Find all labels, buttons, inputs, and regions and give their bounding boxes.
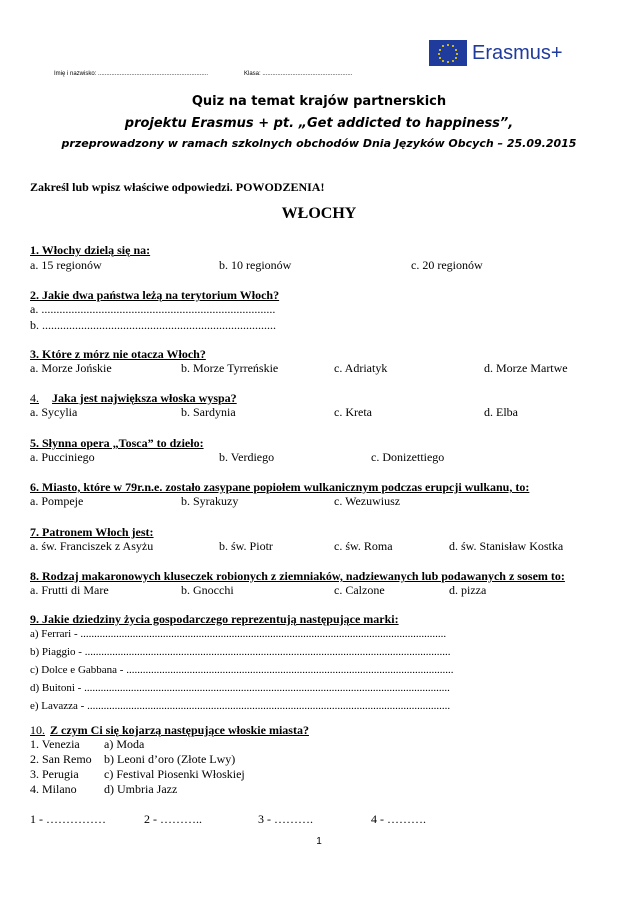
question-4-number: 4. — [30, 391, 39, 405]
question-9: 9. Jakie dziedziny życia gospodarczego reprezentują następujące marki: — [30, 612, 399, 626]
answer-8c[interactable]: c. Calzone — [334, 583, 385, 597]
city-item: 3. Perugia — [30, 767, 79, 781]
association-item: a) Moda — [104, 737, 145, 751]
page-title: Quiz na temat krajów partnerskich — [191, 94, 447, 109]
name-field-label: Imię i nazwisko: .................................................................. — [54, 71, 209, 77]
city-item: 1. Venezia — [30, 737, 80, 751]
answer-1a[interactable]: a. 15 regionów — [30, 258, 102, 272]
match-blank-3[interactable]: 3 - ………. — [258, 812, 313, 826]
answer-9b-blank[interactable]: b) Piaggio - ..................................................................................................................................... — [30, 646, 451, 658]
association-item: d) Umbria Jazz — [104, 782, 178, 796]
answer-4a[interactable]: a. Sycylia — [30, 405, 78, 419]
answer-8b[interactable]: b. Gnocchi — [181, 583, 234, 597]
answer-7b[interactable]: b. św. Piotr — [219, 539, 273, 553]
question-7: 7. Patronem Włoch jest: — [30, 525, 154, 539]
answer-5b[interactable]: b. Verdiego — [219, 450, 275, 464]
answer-7c[interactable]: c. św. Roma — [334, 539, 393, 553]
answer-3a[interactable]: a. Morze Jońskie — [30, 361, 112, 375]
question-10: Z czym Ci się kojarzą następujące włoskie miasta? — [50, 723, 309, 737]
answer-8d[interactable]: d. pizza — [449, 583, 487, 597]
page-number: 1 — [316, 836, 322, 847]
answer-9e-blank[interactable]: e) Lavazza - .................................................................................................................................... — [30, 700, 451, 712]
answer-3c[interactable]: c. Adriatyk — [334, 361, 388, 375]
match-blank-2[interactable]: 2 - ……….. — [144, 812, 202, 826]
instruction: Zakreśl lub wpisz właściwe odpowiedzi. POWODZENIA! — [30, 180, 325, 194]
answer-1b[interactable]: b. 10 regionów — [219, 258, 292, 272]
question-3: 3. Które z mórz nie otacza Włoch? — [30, 347, 206, 361]
match-blank-4[interactable]: 4 - ………. — [371, 812, 426, 826]
answer-7a[interactable]: a. św. Franciszek z Asyżu — [30, 539, 154, 553]
question-8: 8. Rodzaj makaronowych kluseczek robionych z ziemniaków, nadziewanych lub podawanych z sosem to: — [30, 569, 565, 583]
page-subtitle: projektu Erasmus + pt. „Get addicted to happiness”, — [124, 116, 514, 131]
answer-9d-blank[interactable]: d) Buitoni - ..................................................................................................................................... — [30, 682, 450, 694]
answer-7d[interactable]: d. św. Stanisław Kostka — [449, 539, 564, 553]
answer-6b[interactable]: b. Syrakuzy — [181, 494, 239, 508]
question-4: Jaka jest największa włoska wyspa? — [52, 391, 237, 405]
city-item: 2. San Remo — [30, 752, 92, 766]
association-item: b) Leoni d’oro (Złote Lwy) — [104, 752, 236, 766]
answer-9c-blank[interactable]: c) Dolce e Gabbana - ....................................................................................................................... — [30, 664, 454, 676]
erasmus-logo: Erasmus+ — [472, 42, 563, 64]
answer-1c[interactable]: c. 20 regionów — [411, 258, 483, 272]
question-5: 5. Słynna opera „Tosca” to dzieło: — [30, 436, 204, 450]
country-heading: WŁOCHY — [281, 205, 357, 222]
class-field-label: Klasa: ...................................................... — [244, 71, 353, 77]
answer-3b[interactable]: b. Morze Tyrreńskie — [181, 361, 279, 375]
question-10-number: 10. — [30, 723, 45, 737]
answer-2a-blank[interactable]: a. .............................................................................. — [30, 302, 276, 316]
answer-3d[interactable]: d. Morze Martwe — [484, 361, 568, 375]
answer-5c[interactable]: c. Donizettiego — [371, 450, 445, 464]
match-blank-1[interactable]: 1 - …………… — [30, 812, 106, 826]
page-subtitle-date: przeprowadzony w ramach szkolnych obchodów Dnia Języków Obcych – 25.09.2015 — [61, 137, 577, 150]
answer-6a[interactable]: a. Pompeje — [30, 494, 84, 508]
answer-4c[interactable]: c. Kreta — [334, 405, 372, 419]
question-2: 2. Jakie dwa państwa leżą na terytorium Włoch? — [30, 288, 280, 302]
answer-8a[interactable]: a. Frutti di Mare — [30, 583, 109, 597]
answer-2b-blank[interactable]: b. .............................................................................. — [30, 318, 276, 332]
city-item: 4. Milano — [30, 782, 77, 796]
answer-4b[interactable]: b. Sardynia — [181, 405, 236, 419]
answer-5a[interactable]: a. Pucciniego — [30, 450, 95, 464]
eu-flag-icon — [429, 40, 467, 66]
question-1: 1. Włochy dzielą się na: — [30, 243, 151, 257]
answer-6c[interactable]: c. Wezuwiusz — [334, 494, 401, 508]
answer-9a-blank[interactable]: a) Ferrari - ..................................................................................................................................... — [30, 628, 447, 640]
answer-4d[interactable]: d. Elba — [484, 405, 518, 419]
association-item: c) Festival Piosenki Włoskiej — [104, 767, 245, 781]
question-6: 6. Miasto, które w 79r.n.e. zostało zasypane popiołem wulkanicznym podczas erupcji wulkanu, to: — [30, 480, 530, 494]
